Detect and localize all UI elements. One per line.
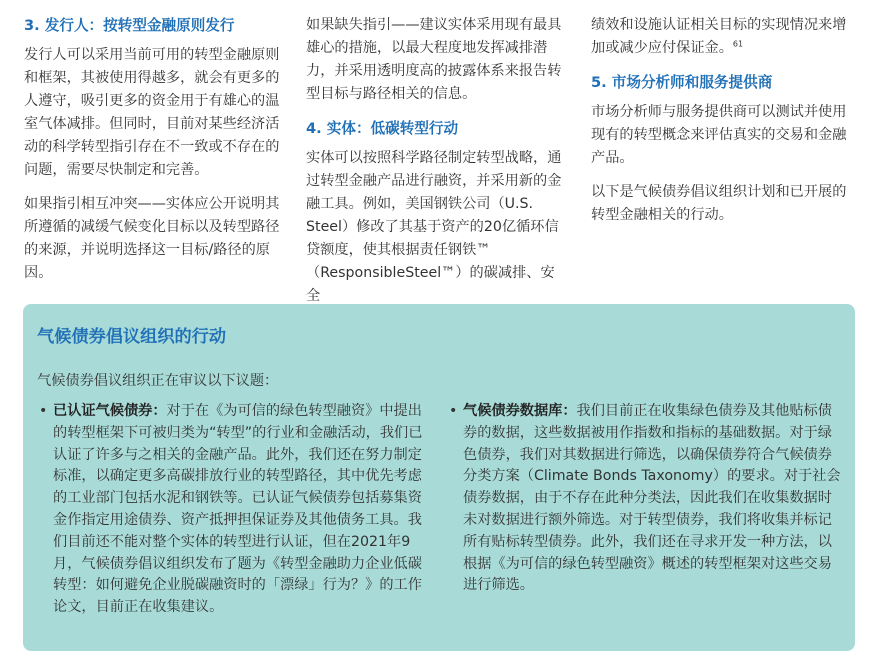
list-item-text [463,401,843,597]
paragraph: 实体可以按照科学路径制定转型战略，通过转型金融产品进行融资，并采用新的金融工具。例如，美国钢铁公司（U.S. Steel）修改了其基于资产的20亿循环信贷额度，使其根据责任钢铁™（ResponsibleSteel™）的碳减排、安全 [306,150,562,304]
paragraph-text: 绩效和设施认证相关目标的实现情况来增加或减少应付保证金。 [591,17,847,56]
list-item-label: 气候债券数据库： [463,403,577,419]
list-item-text [53,401,431,619]
paragraph: 发行人可以采用当前可用的转型金融原则和框架，其被使用得越多，就会有更多的人遵守，吸引更多的资金用于有雄心的温室气体减排。但同时，目前对某些经济活动的科学转型指引存在不一致或不存在的问题，需要尽快制定和完善。 [24,47,280,178]
callout-title: 气候债券倡议组织的行动 [37,327,227,347]
list-item-body: 对于在《为可信的绿色转型融资》中提出的转型框架下可被归类为“转型”的行业和金融活动，我们已认证了许多与之相关的金融产品。此外，我们还在努力制定标准，以确定更多高碳排放行业的转型路径，其中优先考虑的工业部门包括水泥和钢铁等。已认证气候债券包括募集资金作指定用途债券、资产抵押担保证券及其他债务工具。我们目前还不能对整个实体的转型进行认证，但在2021年9月，气候债券倡议组织发布了题为《转型金融助力企业低碳转型：如何避免企业脱碳融资时的「漂绿」行为？》的工作论文，目前正在收集建议。 [53,403,423,616]
paragraph: 如果缺失指引——建议实体采用现有最具雄心的措施，以最大程度地发挥减排潜力，并采用透明度高的披露体系来报告转型目标与路径相关的信息。 [306,17,562,102]
paragraph: 市场分析师与服务提供商可以测试并使用现有的转型概念来评估真实的交易和金融产品。 [591,104,847,166]
list-item [449,401,843,597]
actions-callout-box [23,304,855,651]
paragraph: 以下是气候债券倡议组织计划和已开展的转型金融相关的行动。 [591,184,847,223]
section-heading-analysts: 5. 市场分析师和服务提供商 [591,74,773,91]
section-heading-issuer: 3. 发行人：按转型金融原则发行 [24,17,235,34]
column-1 [24,14,286,296]
bullet-icon: • [39,403,48,419]
paragraph [591,14,853,60]
footnote-ref: 61 [732,39,744,49]
list-item-label: 已认证气候债券： [53,403,167,419]
paragraph: 如果指引相互冲突——实体应公开说明其所遵循的减缓气候变化目标以及转型路径的来源，并说明选择这一目标/路径的原因。 [24,196,280,281]
bullet-icon: • [449,403,458,419]
section-heading-entity: 4. 实体：低碳转型行动 [306,120,459,137]
column-3 [591,14,853,238]
list-item [39,401,431,619]
callout-intro: 气候债券倡议组织正在审议以下议题： [37,373,279,389]
list-item-body: 我们目前正在收集绿色债券及其他贴标债券的数据，这些数据被用作指数和指标的基础数据。对于绿色债券，我们对其数据进行筛选，以确保债券符合气候债券分类方案（Climate Bonds Taxonomy）的要求。对于社会债券数据，由于不存在此种分类法，因此我们在收集数据时未对数据进行额外筛选。对于转型债券，我们将收集并标记所有贴标转型债券。此外，我们还在寻求开发一种方法，以根据《为可信的绿色转型融资》概述的转型框架对这些交易进行筛选。 [463,403,841,594]
column-2 [306,14,564,319]
